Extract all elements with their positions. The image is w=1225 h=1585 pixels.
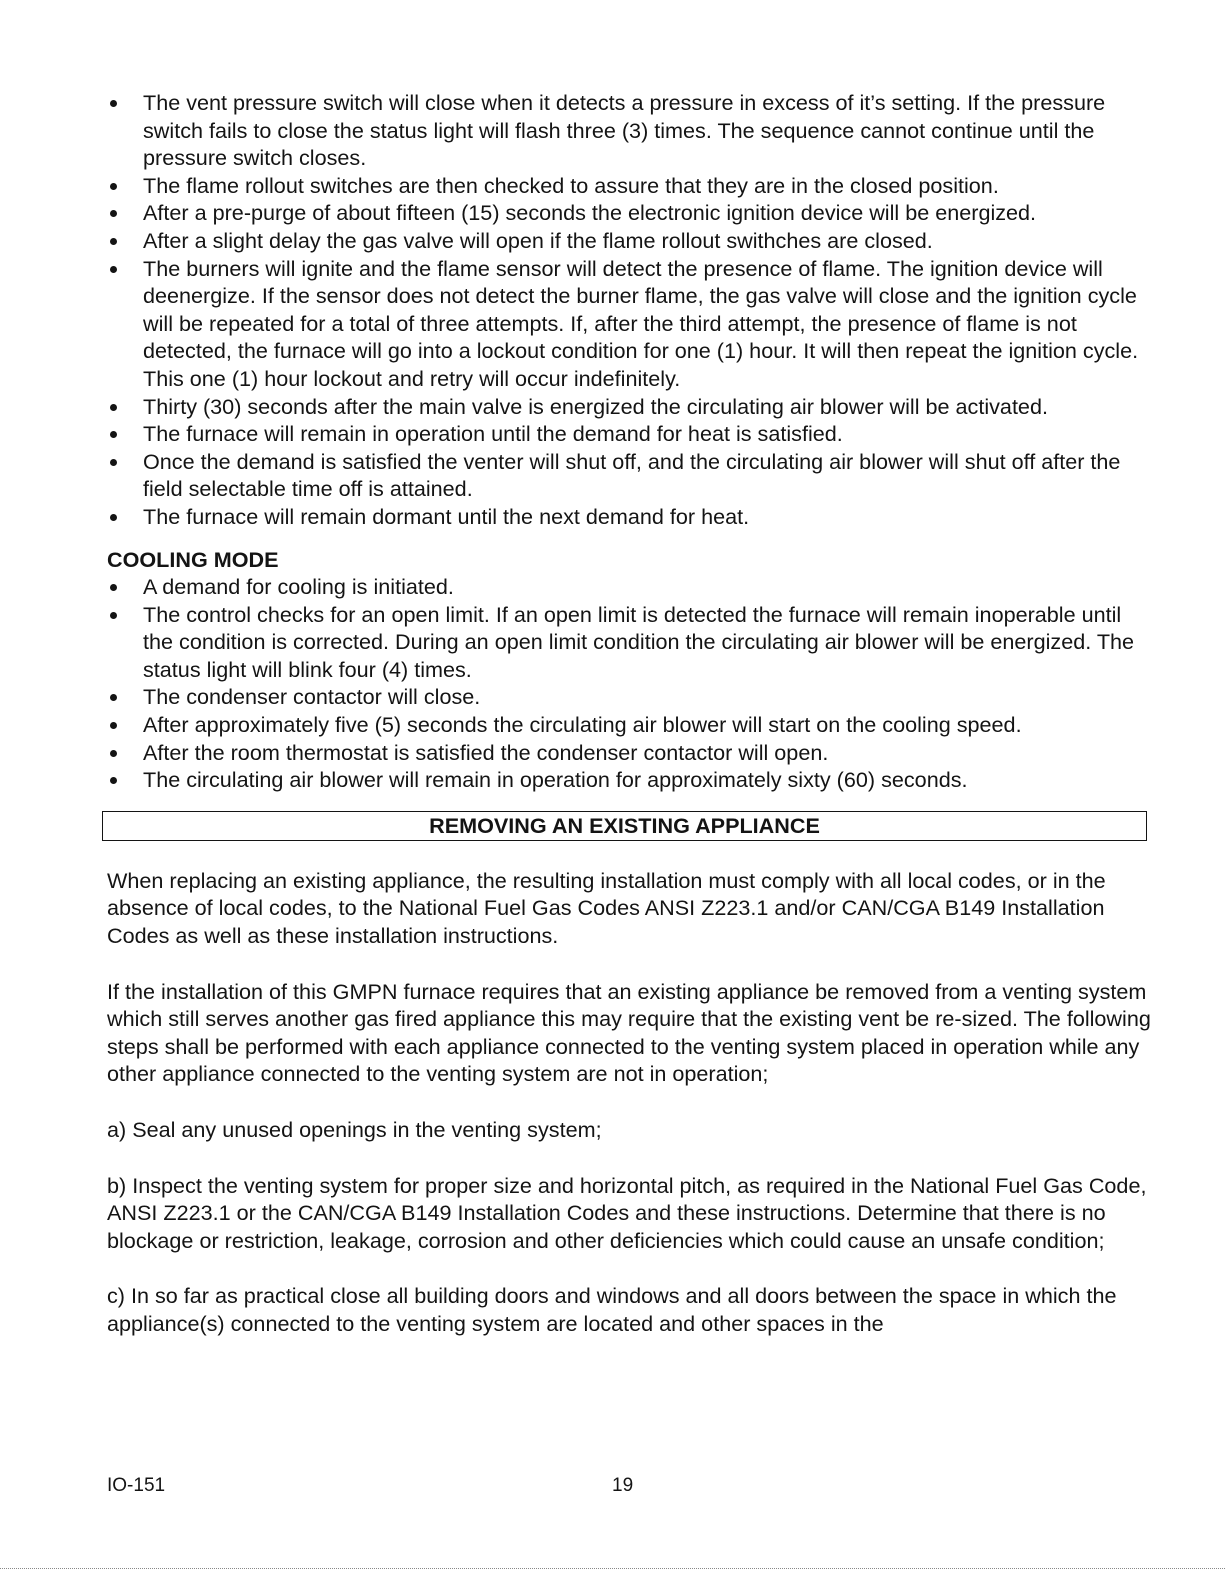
heating-sequence-list <box>107 89 1152 531</box>
page-number: 19 <box>612 1475 634 1496</box>
list-item: The burners will ignite and the flame sensor will detect the presence of flame. The ignition device will deenergize. If the sensor does not detect the burner flame, the gas valve will close and the ignition cycle will be repeated for a total of three attempts. If, after the third attempt, the presence of flame is not detected, the furnace will go into a lockout condition for one (1) hour. It will then repeat the ignition cycle. This one (1) hour lockout and retry will occur indefinitely. <box>107 255 1152 393</box>
paragraph: a) Seal any unused openings in the venting system; <box>107 1117 602 1142</box>
paragraph: b) Inspect the venting system for proper size and horizontal pitch, as required in the National Fuel Gas Code, ANSI Z223.1 or the CAN/CGA B149 Installation Codes and these instructions. Determine that there is no blockage or restriction, leakage, corrosion and other deficiencies which could cause an unsafe condition; <box>107 1172 1147 1253</box>
list-item: The flame rollout switches are then checked to assure that they are in the closed position. <box>107 172 1152 200</box>
paragraph: If the installation of this GMPN furnace requires that an existing appliance be removed from a venting system which still serves another gas fired appliance this may require that the existing vent be re-sized. The following steps shall be performed with each appliance connected to the venting system placed in operation while any other appliance connected to the venting system are not in operation; <box>107 978 1151 1087</box>
list-item: The furnace will remain in operation until the demand for heat is satisfied. <box>107 420 1152 448</box>
list-item: Thirty (30) seconds after the main valve is energized the circulating air blower will be activated. <box>107 393 1152 421</box>
removing-appliance-heading: REMOVING AN EXISTING APPLIANCE <box>102 811 1147 841</box>
list-item: The control checks for an open limit. If an open limit is detected the furnace will remain inoperable until the condition is corrected. During an open limit condition the circulating air blower will be energized. The status light will blink four (4) times. <box>107 601 1152 684</box>
list-item: The furnace will remain dormant until the next demand for heat. <box>107 503 1152 531</box>
list-item: Once the demand is satisfied the venter will shut off, and the circulating air blower will shut off after the field selectable time off is attained. <box>107 448 1152 503</box>
page-content <box>107 89 1152 1338</box>
list-item: After a slight delay the gas valve will open if the flame rollout swithches are closed. <box>107 227 1152 255</box>
list-item: The condenser contactor will close. <box>107 683 1152 711</box>
list-item: The circulating air blower will remain in operation for approximately sixty (60) seconds. <box>107 766 1152 794</box>
cooling-sequence-list <box>107 573 1152 794</box>
list-item: After the room thermostat is satisfied the condenser contactor will open. <box>107 739 1152 767</box>
document-id: IO-151 <box>107 1475 166 1496</box>
page-bottom-divider <box>0 1568 1225 1569</box>
paragraph: c) In so far as practical close all building doors and windows and all doors between the space in which the appliance(s) connected to the venting system are located and other spaces in the <box>107 1283 1117 1336</box>
list-item: The vent pressure switch will close when it detects a pressure in excess of it’s setting. If the pressure switch fails to close the status light will flash three (3) times. The sequence cannot continue until the pressure switch closes. <box>107 89 1152 172</box>
list-item: After a pre-purge of about fifteen (15) seconds the electronic ignition device will be energized. <box>107 199 1152 227</box>
list-item: A demand for cooling is initiated. <box>107 573 1152 601</box>
cooling-mode-heading: COOLING MODE <box>107 546 279 572</box>
list-item: After approximately five (5) seconds the circulating air blower will start on the cooling speed. <box>107 711 1152 739</box>
paragraph: When replacing an existing appliance, the resulting installation must comply with all local codes, or in the absence of local codes, to the National Fuel Gas Codes ANSI Z223.1 and/or CAN/CGA B149 Installation Codes as well as these installation instructions. <box>107 867 1106 949</box>
